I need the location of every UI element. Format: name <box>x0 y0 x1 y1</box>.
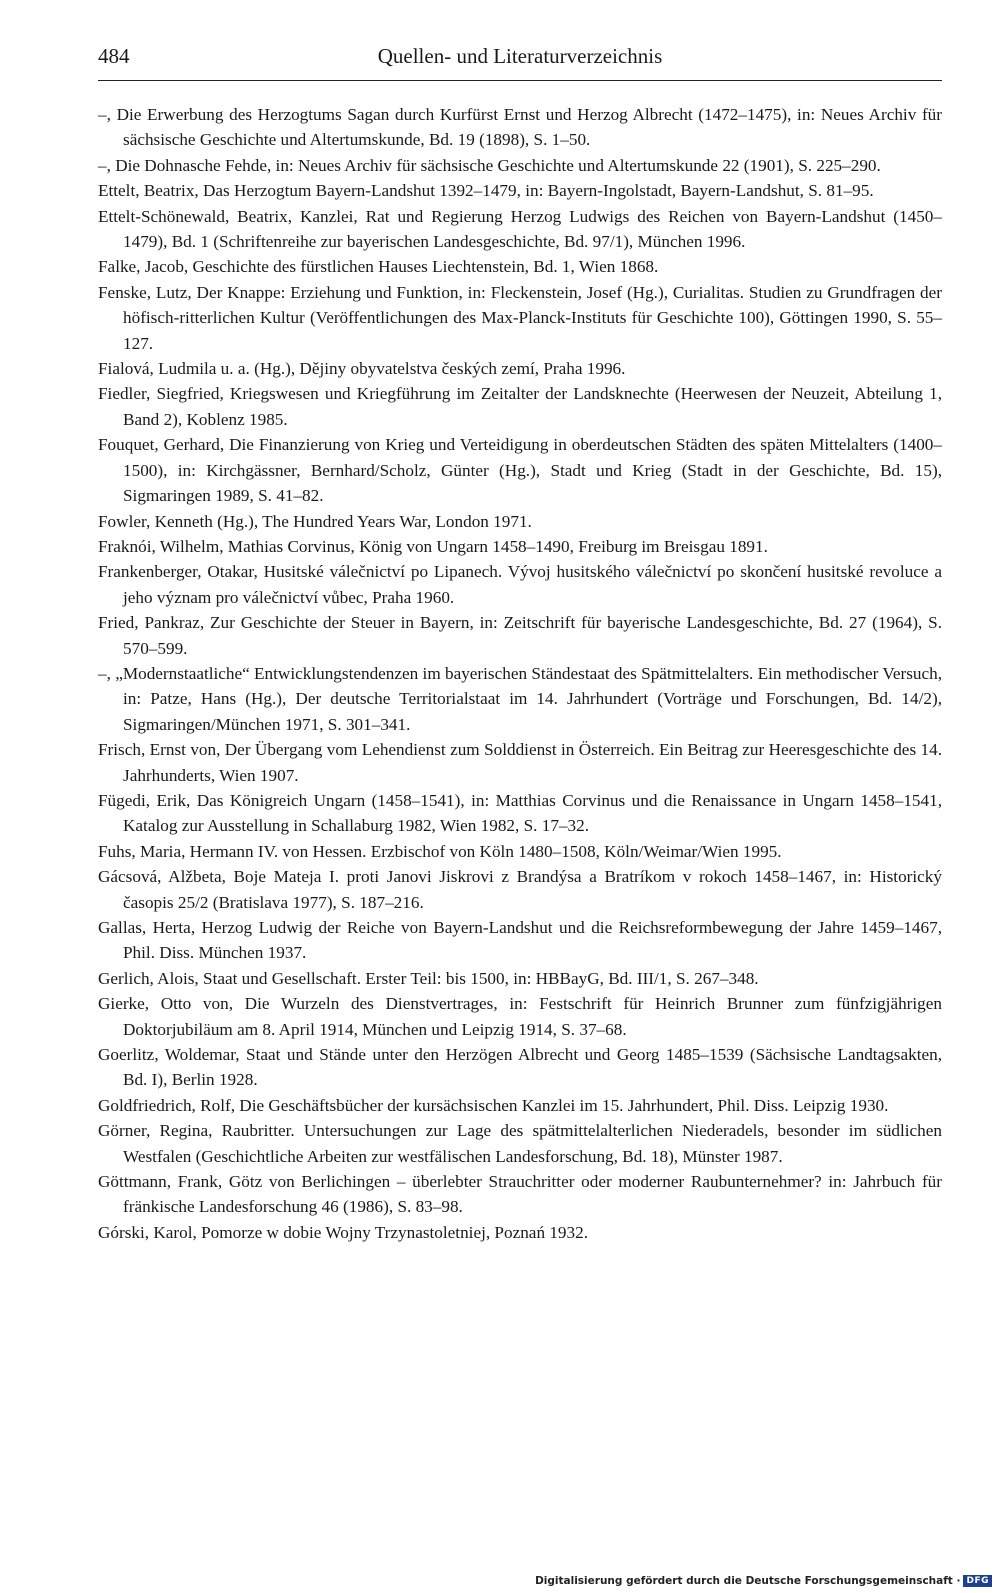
bibliography-entry: Gerlich, Alois, Staat und Gesellschaft. Erster Teil: bis 1500, in: HBBayG, Bd. III/1, S. 267–348. <box>98 968 759 988</box>
bibliography-entry: Goldfriedrich, Rolf, Die Geschäftsbücher der kursächsischen Kanzlei im 15. Jahrhundert, Phil. Diss. Leipzig 1930. <box>98 1095 889 1115</box>
bibliography-entry: Goerlitz, Woldemar, Staat und Stände unter den Herzögen Albrecht und Georg 1485–1539 (Sächsische Landtagsakten, Bd. I), Berlin 1928. <box>98 1045 942 1090</box>
bibliography-entry: –, Die Dohnasche Fehde, in: Neues Archiv für sächsische Geschichte und Altertumskunde 22 (1901), S. 225–290. <box>98 155 881 175</box>
bibliography-entry: Gierke, Otto von, Die Wurzeln des Dienstvertrages, in: Festschrift für Heinrich Brunner zum fünfzigjährigen Doktorjubiläum am 8. April 1914, München und Leipzig 1914, S. 37–68. <box>98 994 942 1039</box>
bibliography-list <box>98 102 942 1245</box>
bibliography-entry: Górski, Karol, Pomorze w dobie Wojny Trzynastoletniej, Poznań 1932. <box>98 1222 589 1242</box>
bibliography-entry: Fenske, Lutz, Der Knappe: Erziehung und Funktion, in: Fleckenstein, Josef (Hg.), Curialitas. Studien zu Grundfragen der höfisch-ritterlichen Kultur (Veröffentlichungen des Max-Planck-Instituts für Geschichte 100), Göttingen 1990, S. 55–127. <box>98 282 942 353</box>
credit-text: Digitalisierung gefördert durch die Deutsche Forschungsgemeinschaft · <box>535 1575 961 1587</box>
bibliography-entry: –, „Modernstaatliche“ Entwicklungstendenzen im bayerischen Ständestaat des Spätmittelalters. Ein methodischer Versuch, in: Patze, Hans (Hg.), Der deutsche Territorialstaat im 14. Jahrhundert (Vorträge und Forschungen, Bd. 14/2), Sigmaringen/München 1971, S. 301–341. <box>98 663 943 734</box>
bibliography-entry: Görner, Regina, Raubritter. Untersuchungen zur Lage des spätmittelalterlichen Niederadels, besonder im südlichen Westfalen (Geschichtliche Arbeiten zur westfälischen Landesforschung, Bd. 18), Münster 1987. <box>98 1121 942 1166</box>
bibliography-entry: Fügedi, Erik, Das Königreich Ungarn (1458–1541), in: Matthias Corvinus und die Renaissance in Ungarn 1458–1541, Katalog zur Ausstellung in Schallaburg 1982, Wien 1982, S. 17–32. <box>98 790 942 836</box>
page-number: 484 <box>98 44 130 68</box>
dfg-logo: DFG <box>963 1575 992 1587</box>
bibliography-entry: Ettelt, Beatrix, Das Herzogtum Bayern-Landshut 1392–1479, in: Bayern-Ingolstadt, Bayern-Landshut, S. 81–95. <box>98 181 874 201</box>
bibliography-entry: Fiedler, Siegfried, Kriegswesen und Kriegführung im Zeitalter der Landsknechte (Heerwesen der Neuzeit, Abteilung 1, Band 2), Koblenz 1985. <box>98 384 942 429</box>
bibliography-entry: –, Die Erwerbung des Herzogtums Sagan durch Kurfürst Ernst und Herzog Albrecht (1472–1475), in: Neues Archiv für sächsische Geschichte und Altertumskunde, Bd. 19 (1898), S. 1–50. <box>98 105 942 150</box>
bibliography-entry: Gácsová, Alžbeta, Boje Mateja I. proti Janovi Jiskrovi z Brandýsa a Bratríkom v rokoch 1458–1467, in: Historický časopis 25/2 (Bratislava 1977), S. 187–216. <box>98 867 942 912</box>
bibliography-entry: Fowler, Kenneth (Hg.), The Hundred Years War, London 1971. <box>98 511 532 531</box>
bibliography-entry: Göttmann, Frank, Götz von Berlichingen – überlebter Strauchritter oder moderner Raubunternehmer? in: Jahrbuch für fränkische Landesforschung 46 (1986), S. 83–98. <box>98 1172 942 1217</box>
page-header <box>98 44 942 81</box>
bibliography-entry: Fraknói, Wilhelm, Mathias Corvinus, König von Ungarn 1458–1490, Freiburg im Breisgau 1891. <box>98 536 768 556</box>
bibliography-entry: Fialová, Ludmila u. a. (Hg.), Dějiny obyvatelstva českých zemí, Praha 1996. <box>98 359 626 379</box>
bibliography-entry: Ettelt-Schönewald, Beatrix, Kanzlei, Rat und Regierung Herzog Ludwigs des Reichen von Bayern-Landshut (1450–1479), Bd. 1 (Schriftenreihe zur bayerischen Landesgeschichte, Bd. 97/1), München 1996. <box>98 206 942 252</box>
bibliography-entry: Frankenberger, Otakar, Husitské válečnictví po Lipanech. Vývoj husitského válečnictví po skončení husitské revoluce a jeho význam pro válečnictví vůbec, Praha 1960. <box>98 562 942 607</box>
bibliography-entry: Frisch, Ernst von, Der Übergang vom Lehendienst zum Solddienst in Österreich. Ein Beitrag zur Heeresgeschichte des 14. Jahrhunderts, Wien 1907. <box>98 740 942 785</box>
bibliography-entry: Fouquet, Gerhard, Die Finanzierung von Krieg und Verteidigung in oberdeutschen Städten des späten Mittelalters (1400–1500), in: Kirchgässner, Bernhard/Scholz, Günter (Hg.), Stadt und Krieg (Stadt in der Geschichte, Bd. 15), Sigmaringen 1989, S. 41–82. <box>98 435 942 506</box>
bibliography-entry: Fried, Pankraz, Zur Geschichte der Steuer in Bayern, in: Zeitschrift für bayerische Landesgeschichte, Bd. 27 (1964), S. 570–599. <box>98 613 942 658</box>
bibliography-entry: Fuhs, Maria, Hermann IV. von Hessen. Erzbischof von Köln 1480–1508, Köln/Weimar/Wien 1995. <box>98 841 782 861</box>
digitization-credit <box>535 1572 992 1590</box>
running-title: Quellen- und Literaturverzeichnis <box>377 44 663 68</box>
bibliography-entry: Falke, Jacob, Geschichte des fürstlichen Hauses Liechtenstein, Bd. 1, Wien 1868. <box>98 257 659 277</box>
bibliography-entry: Gallas, Herta, Herzog Ludwig der Reiche von Bayern-Landshut und die Reichsreformbewegung der Jahre 1459–1467, Phil. Diss. München 1937. <box>98 918 942 963</box>
